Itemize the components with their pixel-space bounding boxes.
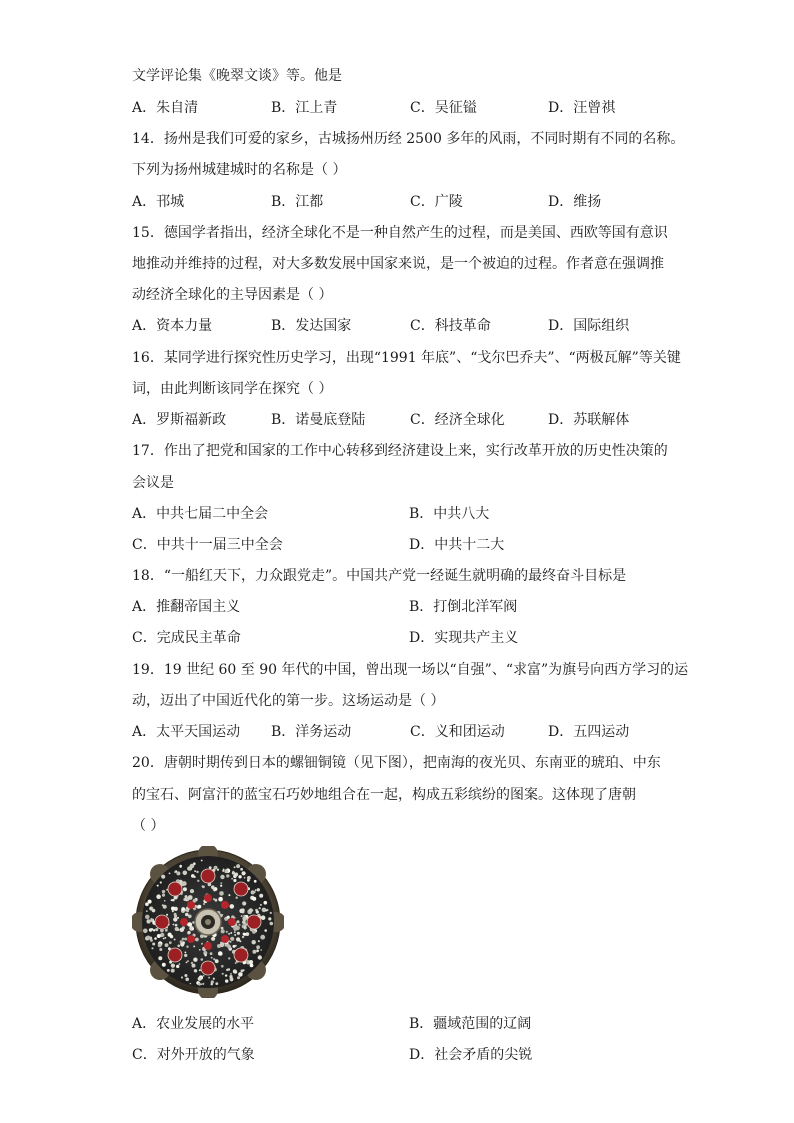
pearl-speckle <box>230 937 234 941</box>
pearl-speckle <box>164 900 166 902</box>
pearl-speckle <box>243 915 245 917</box>
pearl-speckle <box>203 903 205 905</box>
q18-stem-line1: 18．“一船红天下，力众跟党走”。中国共产党一经诞生就明确的最终奋斗目标是 <box>132 568 627 584</box>
pearl-speckle <box>264 929 267 932</box>
pearl-speckle <box>160 881 162 883</box>
pearl-speckle <box>221 927 224 930</box>
q18-option-c[interactable]: C．完成民主革命 <box>132 630 241 646</box>
q19-option-b[interactable]: B．洋务运动 <box>271 724 352 740</box>
pearl-speckle <box>194 870 196 872</box>
pearl-speckle <box>218 897 223 902</box>
q20-option-c[interactable]: C．对外开放的气象 <box>132 1047 255 1063</box>
pearl-speckle <box>215 959 219 963</box>
pearl-speckle <box>174 914 177 917</box>
pearl-speckle <box>146 910 148 912</box>
pearl-speckle <box>251 890 255 894</box>
pearl-speckle <box>146 919 150 923</box>
pearl-speckle <box>231 878 233 880</box>
q14-stem-line1: 14．扬州是我们可爱的家乡，古城扬州历经 2500 多年的风雨，不同时期有不同的名称。 <box>132 131 685 147</box>
pearl-speckle <box>233 969 237 973</box>
q17-option-d[interactable]: D．中共十二大 <box>409 537 505 553</box>
pearl-speckle <box>208 977 210 979</box>
pearl-speckle <box>219 891 224 896</box>
pearl-speckle <box>240 868 243 871</box>
pearl-speckle <box>237 920 240 923</box>
q18-option-a[interactable]: A．推翻帝国主义 <box>132 599 241 615</box>
pearl-speckle <box>217 869 219 871</box>
pearl-speckle <box>197 880 199 882</box>
pearl-speckle <box>259 894 263 898</box>
pearl-speckle <box>161 875 165 879</box>
q13-stem-cont: 文学评论集《晚翠文谈》等。他是 <box>132 68 342 84</box>
pearl-speckle <box>238 972 243 977</box>
pearl-speckle <box>237 932 240 935</box>
pearl-speckle <box>242 871 246 875</box>
pearl-speckle <box>168 933 172 937</box>
pearl-speckle <box>166 944 168 946</box>
q20-stem-line3: （ ） <box>132 818 165 834</box>
pearl-speckle <box>236 897 238 899</box>
q19-option-d[interactable]: D．五四运动 <box>548 724 630 740</box>
pearl-speckle <box>260 904 262 906</box>
q17-stem-line2: 会议是 <box>132 475 174 491</box>
pearl-speckle <box>202 885 205 888</box>
q15-option-c[interactable]: C．科技革命 <box>410 318 491 334</box>
pearl-speckle <box>152 909 156 913</box>
pearl-speckle <box>183 871 188 876</box>
q16-option-c[interactable]: C．经济全球化 <box>410 412 505 428</box>
q14-option-c[interactable]: C．广陵 <box>410 194 463 210</box>
pearl-speckle <box>150 939 153 942</box>
pearl-speckle <box>192 964 196 968</box>
pearl-speckle <box>163 905 167 909</box>
pearl-speckle <box>203 975 205 977</box>
pearl-speckle <box>201 860 203 862</box>
pearl-speckle <box>220 943 224 947</box>
pearl-speckle <box>151 928 154 931</box>
q14-stem-line2: 下列为扬州城建城时的名称是（ ） <box>132 162 347 178</box>
q16-stem-line2: 词，由此判断该同学在探究（ ） <box>132 381 333 397</box>
pearl-speckle <box>191 874 195 878</box>
pearl-speckle <box>242 920 246 924</box>
pearl-speckle <box>164 937 166 939</box>
pearl-speckle <box>169 873 171 875</box>
pearl-speckle <box>175 924 178 927</box>
pearl-speckle <box>264 901 268 905</box>
pearl-speckle <box>210 952 213 955</box>
q16-stem-line1: 16．某同学进行探究性历史学习，出现“1991 年底”、“戈尔巴乔夫”、“两极瓦解”等关键 <box>132 350 681 366</box>
pearl-speckle <box>228 933 230 935</box>
pearl-speckle <box>185 897 189 901</box>
pearl-speckle <box>215 982 218 985</box>
q14-option-a[interactable]: A．邗城 <box>132 194 185 210</box>
pearl-speckle <box>155 928 158 931</box>
pearl-speckle <box>226 931 228 933</box>
pearl-speckle <box>209 866 212 869</box>
pearl-speckle <box>176 965 179 968</box>
pearl-speckle <box>227 969 229 971</box>
pearl-speckle <box>194 969 197 972</box>
q14-option-d[interactable]: D．维扬 <box>548 194 602 210</box>
pearl-speckle <box>256 949 259 952</box>
pearl-speckle <box>162 963 166 967</box>
pearl-speckle <box>198 977 202 981</box>
pearl-speckle <box>230 977 234 981</box>
pearl-speckle <box>166 914 168 916</box>
pearl-speckle <box>230 941 232 943</box>
pearl-speckle <box>204 954 206 956</box>
pearl-speckle <box>145 915 150 920</box>
q13-option-c[interactable]: C．吴征镒 <box>410 100 477 116</box>
pearl-speckle <box>243 969 245 971</box>
pearl-speckle <box>167 969 170 972</box>
pearl-speckle <box>227 916 230 919</box>
pearl-speckle <box>250 964 254 968</box>
pearl-speckle <box>156 894 161 899</box>
q17-option-a[interactable]: A．中共七届二中全会 <box>132 506 269 522</box>
pearl-speckle <box>182 938 185 941</box>
pearl-speckle <box>238 875 241 878</box>
pearl-speckle <box>258 940 260 942</box>
pearl-speckle <box>270 912 272 914</box>
pearl-speckle <box>220 875 224 879</box>
q16-option-b[interactable]: B．诺曼底登陆 <box>271 412 366 428</box>
pearl-speckle <box>148 900 152 904</box>
q17-option-c[interactable]: C．中共十一届三中全会 <box>132 537 283 553</box>
pearl-speckle <box>265 910 267 912</box>
pearl-speckle <box>146 936 150 940</box>
pearl-speckle <box>171 969 175 973</box>
pearl-speckle <box>173 917 177 921</box>
pearl-speckle <box>157 934 161 938</box>
pearl-speckle <box>215 899 218 902</box>
q15-option-b[interactable]: B．发达国家 <box>271 318 352 334</box>
q18-option-d[interactable]: D．实现共产主义 <box>409 630 519 646</box>
pearl-speckle <box>228 957 230 959</box>
pearl-speckle <box>241 908 245 912</box>
pearl-speckle <box>185 952 187 954</box>
pearl-speckle <box>221 929 225 933</box>
pearl-speckle <box>230 932 232 934</box>
pearl-speckle <box>192 928 194 930</box>
pearl-speckle <box>162 894 165 897</box>
pearl-speckle <box>177 945 180 948</box>
pearl-speckle <box>192 921 194 923</box>
pearl-speckle <box>190 983 192 985</box>
q13-option-b[interactable]: B．江上青 <box>271 100 338 116</box>
q20-option-d[interactable]: D．社会矛盾的尖锐 <box>409 1047 533 1063</box>
pearl-speckle <box>193 945 195 947</box>
pearl-speckle <box>244 926 246 928</box>
pearl-speckle <box>157 885 159 887</box>
pearl-speckle <box>225 979 228 982</box>
pearl-speckle <box>249 908 253 912</box>
pearl-speckle <box>184 954 187 957</box>
pearl-speckle <box>184 974 187 977</box>
q20-stem-line2: 的宝石、阿富汗的蓝宝石巧妙地组合在一起，构成五彩缤纷的图案。这体现了唐朝 <box>132 787 636 803</box>
pearl-speckle <box>211 885 215 889</box>
pearl-speckle <box>163 938 165 940</box>
pearl-speckle <box>227 945 231 949</box>
pearl-speckle <box>159 948 162 951</box>
pearl-speckle <box>260 935 265 940</box>
pearl-speckle <box>201 943 203 945</box>
pearl-speckle <box>228 894 230 896</box>
pearl-speckle <box>171 907 175 911</box>
pearl-speckle <box>242 901 246 905</box>
q15-stem-line2: 地推动并维持的过程，对大多数发展中国家来说，是一个被迫的过程。作者意在强调推 <box>132 256 664 272</box>
q14-option-b[interactable]: B．江都 <box>271 194 324 210</box>
pearl-speckle <box>143 929 148 934</box>
pearl-speckle <box>225 974 227 976</box>
pearl-speckle <box>233 927 237 931</box>
pearl-speckle <box>154 937 157 940</box>
pearl-speckle <box>241 915 243 917</box>
pearl-speckle <box>255 889 257 891</box>
pearl-speckle <box>242 916 247 921</box>
pearl-speckle <box>247 876 251 880</box>
pearl-speckle <box>268 917 271 920</box>
pearl-speckle <box>151 919 154 922</box>
pearl-speckle <box>188 922 193 927</box>
q15-stem-line3: 动经济全球化的主导因素是（ ） <box>132 287 333 303</box>
pearl-speckle <box>260 949 262 951</box>
pearl-speckle <box>187 866 191 870</box>
q13-option-d[interactable]: D．汪曾祺 <box>548 100 616 116</box>
pearl-speckle <box>183 881 187 885</box>
pearl-speckle <box>244 877 246 879</box>
pearl-speckle <box>259 907 261 909</box>
pearl-speckle <box>257 888 260 891</box>
pearl-speckle <box>270 922 274 926</box>
pearl-speckle <box>198 905 202 909</box>
pearl-speckle <box>150 907 152 909</box>
pearl-speckle <box>262 908 267 913</box>
pearl-speckle <box>235 962 237 964</box>
q16-option-a[interactable]: A．罗斯福新政 <box>132 412 227 428</box>
q19-option-a[interactable]: A．太平天国运动 <box>132 724 241 740</box>
pearl-speckle <box>239 924 241 926</box>
pearl-speckle <box>218 951 223 956</box>
pearl-speckle <box>199 969 201 971</box>
q20-option-a[interactable]: A．农业发展的水平 <box>132 1016 255 1032</box>
pearl-speckle <box>184 938 187 941</box>
pearl-speckle <box>237 976 240 979</box>
pearl-speckle <box>243 933 246 936</box>
pearl-speckle <box>202 983 204 985</box>
pearl-speckle <box>211 957 213 959</box>
q19-stem-line2: 动，迈出了中国近代化的第一步。这场运动是（ ） <box>132 693 445 709</box>
pearl-speckle <box>162 890 165 893</box>
q15-option-a[interactable]: A．资本力量 <box>132 318 213 334</box>
pearl-speckle <box>232 871 234 873</box>
pearl-speckle <box>176 871 180 875</box>
pearl-speckle <box>201 958 204 961</box>
pearl-speckle <box>180 942 184 946</box>
pearl-speckle <box>196 871 198 873</box>
q15-option-d[interactable]: D．国际组织 <box>548 318 630 334</box>
pearl-speckle <box>198 983 201 986</box>
pearl-speckle <box>172 910 174 912</box>
pearl-speckle <box>181 907 185 911</box>
pearl-speckle <box>171 899 173 901</box>
q19-option-c[interactable]: C．义和团运动 <box>410 724 505 740</box>
q17-stem-line1: 17．作出了把党和国家的工作中心转移到经济建设上来，实行改革开放的历史性决策的 <box>132 443 668 459</box>
pearl-speckle <box>186 962 188 964</box>
pearl-speckle <box>211 937 215 941</box>
q19-stem-line1: 19．19 世纪 60 至 90 年代的中国，曾出现一场以“自强”、“求富”为旗号向西方学习的运 <box>132 662 689 678</box>
pearl-speckle <box>190 889 194 893</box>
pearl-speckle <box>151 947 153 949</box>
pearl-speckle <box>236 864 240 868</box>
pearl-speckle <box>171 964 175 968</box>
pearl-speckle <box>230 904 235 909</box>
pearl-speckle <box>187 932 189 934</box>
q20-option-b[interactable]: B．疆域范围的辽阔 <box>409 1016 532 1032</box>
pearl-speckle <box>195 938 199 942</box>
pearl-speckle <box>258 955 262 959</box>
pearl-speckle <box>173 924 175 926</box>
pearl-speckle <box>252 950 256 954</box>
pearl-speckle <box>180 928 184 932</box>
mirror-illustration <box>132 846 284 998</box>
pearl-speckle <box>174 871 176 873</box>
pearl-speckle <box>158 956 162 960</box>
pearl-speckle <box>224 869 228 873</box>
q17-option-b[interactable]: B．中共八大 <box>409 506 490 522</box>
pearl-speckle <box>158 943 162 947</box>
q16-option-d[interactable]: D．苏联解体 <box>548 412 630 428</box>
pearl-speckle <box>186 909 189 912</box>
pearl-speckle <box>211 983 213 985</box>
pearl-speckle <box>179 865 182 868</box>
pearl-speckle <box>236 937 240 941</box>
pearl-speckle <box>186 946 188 948</box>
pearl-speckle <box>226 874 229 877</box>
pearl-speckle <box>252 897 256 901</box>
pearl-speckle <box>233 879 236 882</box>
pearl-speckle <box>242 936 244 938</box>
pearl-speckle <box>223 869 225 871</box>
pearl-speckle <box>213 958 215 960</box>
pearl-speckle <box>230 973 232 975</box>
pearl-speckle <box>213 978 215 980</box>
pearl-speckle <box>174 939 176 941</box>
pearl-speckle <box>220 885 222 887</box>
pearl-speckle <box>214 867 216 869</box>
pearl-speckle <box>252 940 256 944</box>
pearl-speckle <box>233 875 237 879</box>
pearl-speckle <box>256 910 259 913</box>
pearl-speckle <box>234 931 236 933</box>
pearl-speckle <box>152 943 155 946</box>
pearl-speckle <box>221 965 224 968</box>
pearl-speckle <box>252 930 256 934</box>
pearl-speckle <box>225 944 228 947</box>
pearl-speckle <box>185 978 189 982</box>
pearl-speckle <box>187 960 189 962</box>
q15-stem-line1: 15．德国学者指出，经济全球化不是一种自然产生的过程，而是美国、西欧等国有意识 <box>132 225 668 241</box>
q20-stem-line1: 20．唐朝时期传到日本的螺钿铜镜（见下图），把南海的夜光贝、东南亚的琥珀、中东 <box>132 755 661 771</box>
pearl-speckle <box>220 882 222 884</box>
pearl-speckle <box>213 889 215 891</box>
pearl-speckle <box>234 934 236 936</box>
q18-option-b[interactable]: B．打倒北洋军阀 <box>409 599 518 615</box>
pearl-speckle <box>188 915 192 919</box>
pearl-speckle <box>193 958 197 962</box>
tang-mother-of-pearl-mirror-image <box>132 846 284 998</box>
pearl-speckle <box>177 929 179 931</box>
pearl-speckle <box>233 945 236 948</box>
pearl-speckle <box>165 929 168 932</box>
pearl-speckle <box>254 880 257 883</box>
pearl-speckle <box>256 945 260 949</box>
pearl-speckle <box>181 976 183 978</box>
pearl-speckle <box>183 887 187 891</box>
q13-option-a[interactable]: A．朱自清 <box>132 100 199 116</box>
pearl-speckle <box>199 949 201 951</box>
pearl-speckle <box>222 973 224 975</box>
pearl-speckle <box>185 913 189 917</box>
pearl-speckle <box>234 866 236 868</box>
pearl-speckle <box>261 915 266 920</box>
pearl-speckle <box>179 963 181 965</box>
pearl-speckle <box>169 941 172 944</box>
